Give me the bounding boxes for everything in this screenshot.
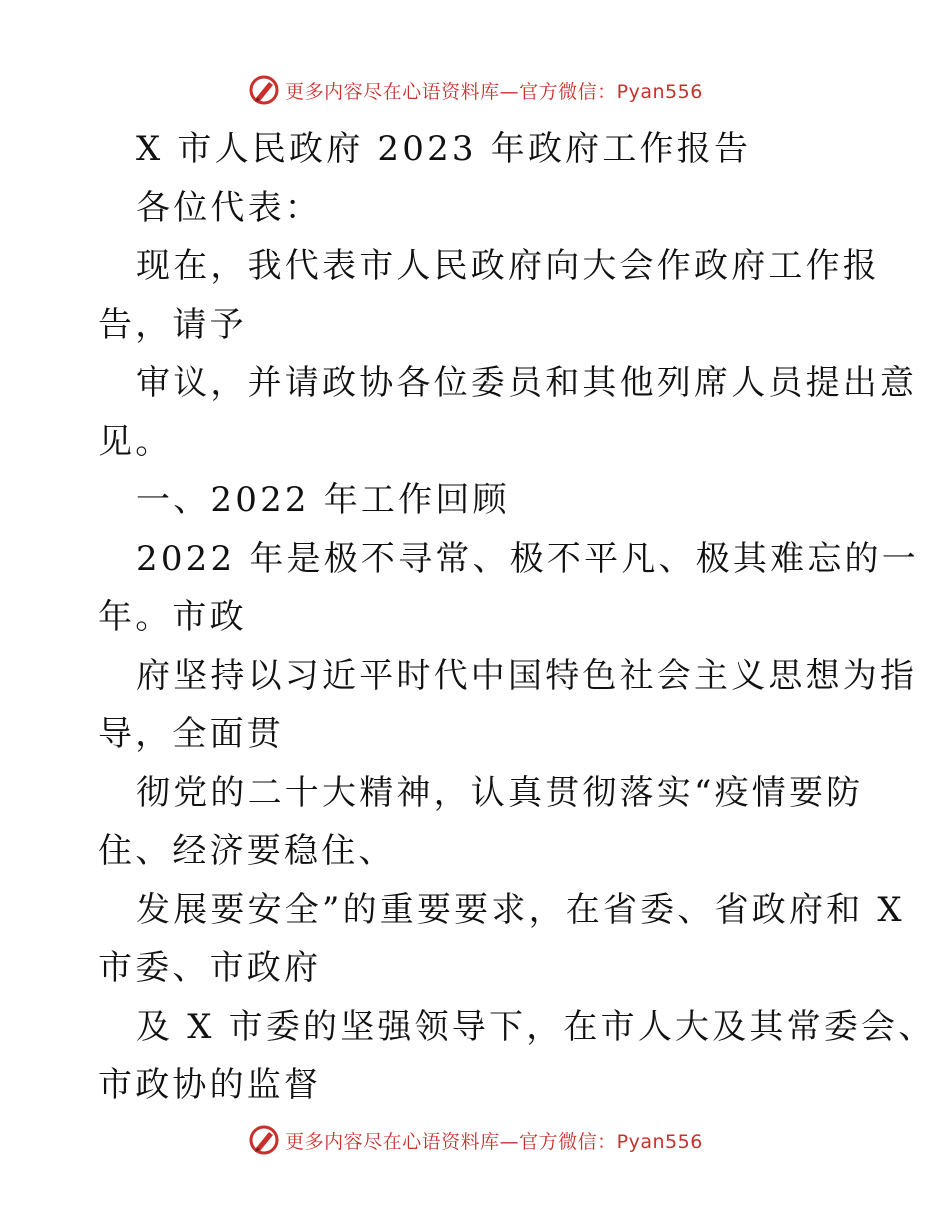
paragraph-line: 2022 年是极不寻常、极不平凡、极其难忘的一 <box>136 538 919 579</box>
section-heading: 一、2022 年工作回顾 <box>136 480 510 520</box>
paragraph-line: 市委、市政府 <box>98 948 322 988</box>
paragraph-line: 告，请予 <box>98 304 247 345</box>
salutation: 各位代表： <box>136 187 322 228</box>
watermark-text: 更多内容尽在心语资料库—官方微信：Pyan556 <box>285 80 703 103</box>
watermark-text: 更多内容尽在心语资料库—官方微信：Pyan556 <box>285 1130 703 1153</box>
paragraph-line: 及 X 市委的坚强领导下，在市人大及其常委会、 <box>136 1006 936 1047</box>
paragraph-line: 府坚持以习近平时代中国特色社会主义思想为指 <box>136 655 918 696</box>
paragraph-line: 市政协的监督 <box>98 1065 322 1105</box>
paragraph-line: 彻党的二十大精神，认真贯彻落实“疫情要防 <box>136 772 864 813</box>
pen-logo-icon <box>247 1123 281 1157</box>
paragraph-line: 审议，并请政协各位委员和其他列席人员提出意 <box>136 363 918 403</box>
pen-logo-icon <box>247 73 281 107</box>
document-title: X 市人民政府 2023 年政府工作报告 <box>136 129 752 169</box>
paragraph-line: 发展要安全”的重要要求，在省委、省政府和 X <box>136 889 905 930</box>
paragraph-line: 现在，我代表市人民政府向大会作政府工作报 <box>136 246 880 286</box>
footer-watermark-banner <box>0 1120 950 1160</box>
document-body <box>98 120 936 1115</box>
paragraph-line: 见。 <box>98 421 173 462</box>
paragraph-line: 年。市政 <box>98 597 247 637</box>
header-watermark-banner <box>0 70 950 110</box>
paragraph-line: 导，全面贯 <box>98 714 284 754</box>
paragraph-line: 住、经济要稳住、 <box>98 831 396 871</box>
